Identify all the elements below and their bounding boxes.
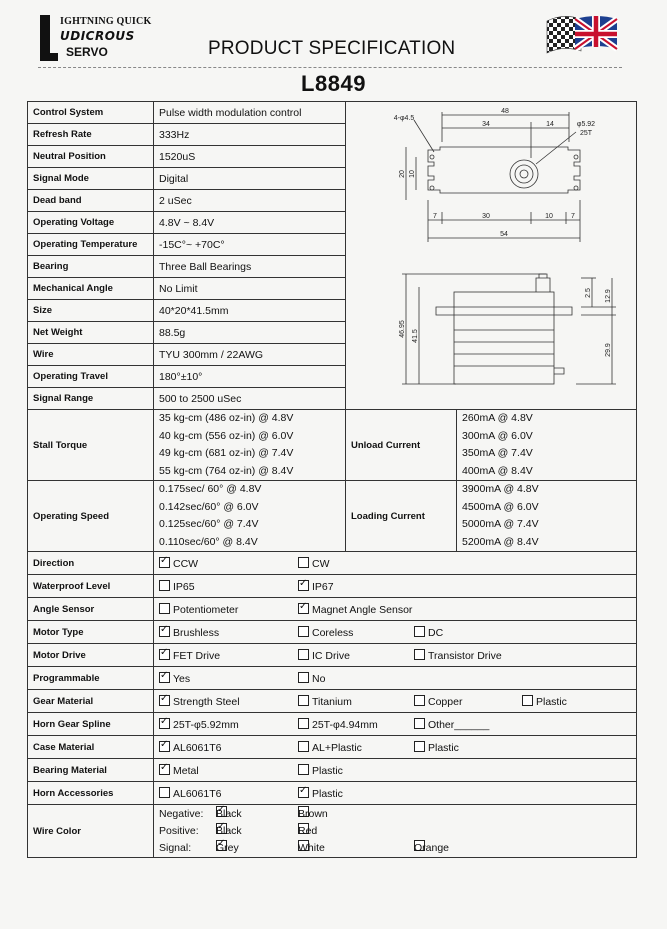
option-text: IP65	[173, 580, 195, 593]
stall_torque-value: 55 kg-cm (764 oz-in) @ 8.4V	[159, 464, 294, 477]
option-label: Direction	[28, 552, 154, 575]
option-cell	[154, 621, 637, 644]
loading_current-value: 4500mA @ 6.0V	[462, 500, 539, 513]
dimension-label: 4-φ4.5	[393, 115, 415, 122]
option-text: Transistor Drive	[428, 649, 502, 662]
stall_torque-label: Stall Torque	[28, 410, 154, 481]
checkbox-icon	[159, 672, 170, 683]
option-item	[298, 603, 412, 616]
logo-line-2: UDICROUS	[60, 29, 135, 43]
option-item	[414, 741, 459, 754]
option-row	[28, 736, 637, 759]
option-item	[298, 626, 353, 639]
option-item	[414, 626, 443, 639]
wire-option-text: Orange	[414, 841, 450, 854]
unload_current-label: Unload Current	[346, 410, 457, 481]
spec-label: Bearing	[28, 256, 154, 278]
option-item	[159, 741, 221, 754]
option-item	[298, 672, 325, 685]
option-text: Magnet Angle Sensor	[312, 603, 413, 616]
option-text: Plastic	[428, 741, 459, 754]
spec-value: No Limit	[154, 278, 346, 300]
operating_speed-value: 0.175sec/ 60° @ 4.8V	[159, 483, 262, 495]
unload_current-value: 260mA @ 4.8V	[462, 412, 533, 424]
page-title: PRODUCT SPECIFICATION	[208, 38, 456, 59]
spec-value: 500 to 2500 uSec	[154, 388, 346, 410]
option-row	[28, 759, 637, 782]
dimension-label: 34	[482, 121, 490, 128]
checkbox-icon	[298, 787, 309, 798]
dimension-label: 12.9	[605, 289, 612, 303]
option-row	[28, 575, 637, 598]
dimension-label: φ5.92	[576, 121, 596, 128]
checkbox-icon	[414, 741, 425, 752]
wire-row-name: Signal:	[159, 841, 192, 854]
spec-label: Signal Range	[28, 388, 154, 410]
loading_current-label: Loading Current	[346, 481, 457, 552]
option-item	[298, 718, 378, 731]
option-item	[298, 580, 334, 593]
checkbox-icon	[159, 649, 170, 660]
checkbox-icon	[298, 764, 309, 775]
dimension-label: 29.9	[605, 343, 612, 357]
dimension-label: 25T	[579, 130, 593, 137]
loading_current-value: 5000mA @ 7.4V	[462, 518, 539, 530]
unload_current-cell	[457, 410, 637, 481]
option-text: Potentiometer	[173, 603, 239, 616]
checkbox-icon	[159, 764, 170, 775]
spec-row	[28, 410, 637, 481]
checkbox-icon	[298, 626, 309, 637]
option-row	[28, 782, 637, 805]
wire-row-name: Positive:	[159, 824, 199, 837]
logo-l-mark	[38, 13, 59, 65]
checkbox-icon	[414, 718, 425, 729]
wire-option-text: Black	[216, 824, 242, 837]
wire-row	[159, 823, 631, 840]
operating_speed-label: Operating Speed	[28, 481, 154, 552]
spec-label: Wire	[28, 344, 154, 366]
option-cell	[154, 552, 637, 575]
checkbox-icon	[298, 557, 309, 568]
checkbox-icon	[522, 695, 533, 706]
checkbox-icon	[159, 626, 170, 637]
spec-table	[27, 101, 637, 858]
unload_current-value: 300mA @ 6.0V	[462, 429, 533, 442]
wire-option-text: White	[298, 841, 325, 854]
option-cell	[154, 690, 637, 713]
wire-option-text: Red	[298, 824, 318, 837]
spec-value: Digital	[154, 168, 346, 190]
checkbox-icon	[159, 787, 170, 798]
option-item	[298, 741, 362, 754]
checkbox-icon	[159, 557, 170, 568]
wire-row	[159, 806, 631, 823]
operating_speed-value: 0.125sec/60° @ 7.4V	[159, 518, 259, 530]
option-text: Plastic	[312, 764, 343, 777]
option-item	[414, 695, 462, 708]
option-row	[28, 667, 637, 690]
dimension-label: 48	[501, 108, 509, 115]
spec-value: -15C°~ +70C°	[154, 234, 346, 256]
spec-label: Net Weight	[28, 322, 154, 344]
option-text: Yes	[173, 672, 191, 685]
spec-label: Dead band	[28, 190, 154, 212]
checkbox-icon	[159, 718, 170, 729]
checkbox-icon	[159, 695, 170, 706]
option-item	[414, 718, 489, 731]
option-item	[159, 764, 199, 777]
option-label: Horn Gear Spline	[28, 713, 154, 736]
option-item	[522, 695, 567, 708]
spec-value: Pulse width modulation control	[154, 102, 346, 124]
loading_current-cell	[457, 481, 637, 552]
checkered-uk-flag-icon	[545, 11, 619, 55]
checkbox-icon	[298, 672, 309, 683]
option-item	[159, 718, 239, 731]
loading_current-value: 5200mA @ 8.4V	[462, 535, 539, 548]
stall_torque-value: 49 kg-cm (681 oz-in) @ 7.4V	[159, 447, 294, 459]
dimension-label: 7	[433, 213, 437, 220]
option-item	[298, 695, 352, 708]
option-text: Other______	[428, 718, 490, 731]
stall_torque-value: 40 kg-cm (556 oz-in) @ 6.0V	[159, 429, 294, 442]
spec-row	[28, 102, 637, 124]
stall_torque-value: 35 kg-cm (486 oz-in) @ 4.8V	[159, 412, 294, 424]
logo-line-1: IGHTNING QUICK	[60, 16, 152, 27]
option-text: Metal	[173, 764, 199, 777]
spec-label: Control System	[28, 102, 154, 124]
checkbox-icon	[298, 718, 309, 729]
dimension-label: 41.5	[412, 329, 419, 343]
spec-value: 180°±10°	[154, 366, 346, 388]
option-item	[159, 626, 219, 639]
spec-label: Refresh Rate	[28, 124, 154, 146]
spec-label: Operating Voltage	[28, 212, 154, 234]
checkbox-icon	[298, 580, 309, 591]
spec-value: Three Ball Bearings	[154, 256, 346, 278]
option-row	[28, 713, 637, 736]
wire-color-cell	[154, 805, 637, 858]
wire-color-label: Wire Color	[28, 805, 154, 858]
option-row	[28, 644, 637, 667]
spec-label: Operating Temperature	[28, 234, 154, 256]
wire-color-row	[28, 805, 637, 858]
option-text: Brushless	[173, 626, 220, 639]
option-text: No	[312, 672, 326, 685]
option-item	[159, 603, 238, 616]
option-text: 25T-φ4.94mm	[312, 718, 378, 731]
unload_current-value: 400mA @ 8.4V	[462, 464, 533, 477]
option-label: Motor Type	[28, 621, 154, 644]
checkbox-icon	[298, 741, 309, 752]
checkbox-icon	[298, 649, 309, 660]
option-text: Plastic	[312, 787, 343, 800]
brand-logo	[38, 13, 156, 65]
option-cell	[154, 782, 637, 805]
option-text: AL6061T6	[173, 741, 222, 754]
option-label: Waterproof Level	[28, 575, 154, 598]
spec-label: Mechanical Angle	[28, 278, 154, 300]
option-text: Titanium	[312, 695, 352, 708]
option-text: IC Drive	[312, 649, 350, 662]
dimension-label: 10	[545, 213, 553, 220]
option-label: Angle Sensor	[28, 598, 154, 621]
unload_current-value: 350mA @ 7.4V	[462, 447, 533, 459]
option-item	[298, 764, 343, 777]
spec-label: Neutral Position	[28, 146, 154, 168]
logo-line-3: SERVO	[66, 45, 108, 59]
dimension-label: 46.95	[399, 320, 406, 338]
option-cell	[154, 713, 637, 736]
option-label: Bearing Material	[28, 759, 154, 782]
option-item	[414, 649, 502, 662]
option-item	[159, 695, 240, 708]
spec-value: TYU 300mm / 22AWG	[154, 344, 346, 366]
checkbox-icon	[159, 603, 170, 614]
dimension-label: 20	[399, 170, 406, 178]
dimension-label: 30	[482, 213, 490, 220]
option-label: Case Material	[28, 736, 154, 759]
option-item	[159, 557, 198, 570]
option-label: Programmable	[28, 667, 154, 690]
option-text: CCW	[173, 557, 199, 570]
wire-option-text: Brown	[298, 807, 328, 820]
option-cell	[154, 759, 637, 782]
spec-label: Signal Mode	[28, 168, 154, 190]
option-text: Strength Steel	[173, 695, 240, 708]
wire-option-text: Black	[216, 807, 242, 820]
option-row	[28, 621, 637, 644]
spec-value: 2 uSec	[154, 190, 346, 212]
checkbox-icon	[414, 626, 425, 637]
checkbox-icon	[298, 695, 309, 706]
model-number: L8849	[301, 71, 366, 96]
checkbox-icon	[414, 695, 425, 706]
option-item	[159, 787, 221, 800]
drawing-cell	[346, 102, 637, 410]
spec-value: 88.5g	[154, 322, 346, 344]
operating_speed-value: 0.110sec/60° @ 8.4V	[159, 535, 258, 548]
dimension-label: 10	[409, 170, 416, 178]
option-text: FET Drive	[173, 649, 221, 662]
loading_current-value: 3900mA @ 4.8V	[462, 483, 539, 495]
option-label: Gear Material	[28, 690, 154, 713]
option-cell	[154, 667, 637, 690]
option-cell	[154, 575, 637, 598]
servo-dimension-drawing	[346, 102, 637, 402]
spec-value: 4.8V ~ 8.4V	[154, 212, 346, 234]
spec-label: Size	[28, 300, 154, 322]
option-text: Copper	[428, 695, 463, 708]
option-item	[159, 672, 190, 685]
option-text: AL+Plastic	[312, 741, 362, 754]
spec-value: 1520uS	[154, 146, 346, 168]
option-label: Motor Drive	[28, 644, 154, 667]
dimension-label: 14	[546, 121, 554, 128]
dimension-label: 7	[571, 213, 575, 220]
spec-value: 333Hz	[154, 124, 346, 146]
wire-row-name: Negative:	[159, 807, 204, 820]
option-text: CW	[312, 557, 330, 570]
option-label: Horn Accessories	[28, 782, 154, 805]
option-item	[159, 649, 220, 662]
option-text: AL6061T6	[173, 787, 222, 800]
checkbox-icon	[414, 649, 425, 660]
option-cell	[154, 736, 637, 759]
spec-label: Operating Travel	[28, 366, 154, 388]
option-text: DC	[428, 626, 444, 639]
option-item	[298, 557, 330, 570]
dimension-label: 2.5	[585, 288, 592, 298]
stall_torque-cell	[154, 410, 346, 481]
wire-option-text: Grey	[216, 841, 239, 854]
dimension-label: 54	[500, 231, 508, 238]
checkbox-icon	[159, 741, 170, 752]
option-text: 25T-φ5.92mm	[173, 718, 239, 731]
spec-row	[28, 481, 637, 552]
operating_speed-value: 0.142sec/60° @ 6.0V	[159, 500, 259, 513]
option-item	[298, 649, 350, 662]
option-item	[298, 787, 343, 800]
option-text: Plastic	[536, 695, 567, 708]
header-divider	[38, 67, 622, 68]
wire-row	[159, 840, 631, 857]
option-text: IP67	[312, 580, 334, 593]
option-row	[28, 552, 637, 575]
operating_speed-cell	[154, 481, 346, 552]
option-row	[28, 598, 637, 621]
option-row	[28, 690, 637, 713]
checkbox-icon	[298, 603, 309, 614]
option-cell	[154, 598, 637, 621]
spec-value: 40*20*41.5mm	[154, 300, 346, 322]
checkbox-icon	[159, 580, 170, 591]
option-text: Coreless	[312, 626, 354, 639]
option-item	[159, 580, 195, 593]
option-cell	[154, 644, 637, 667]
